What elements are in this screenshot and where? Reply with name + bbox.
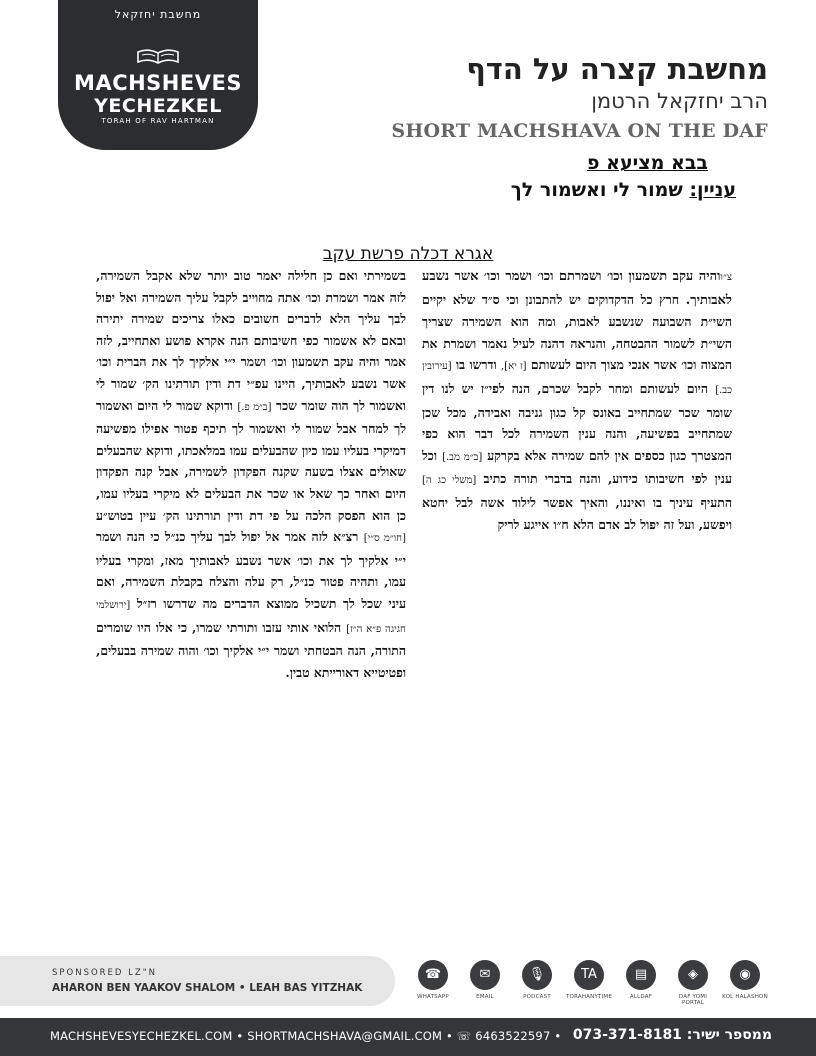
whatsapp-link[interactable] bbox=[410, 960, 456, 1000]
sponsor-label: SPONSORED LZ"N bbox=[52, 968, 158, 978]
page-title: מחשבת קצרה על הדף bbox=[466, 52, 768, 86]
email-icon: ✉ bbox=[470, 960, 500, 990]
dafyomi-portal-label: DAF YOMI PORTAL bbox=[678, 994, 708, 1006]
text-segment: התעיף עיניך בו ואיננו, והאיך אפשר לילוד אשה לבל יחטא ויפשע, ועל זה יפול לב אדם הלא ח״ו אייגע לריק bbox=[422, 494, 732, 532]
source-note: [ב״מ פ.] bbox=[237, 401, 272, 413]
kolhalashon-icon: ◉ bbox=[730, 960, 760, 990]
logo-line-2: YECHEZKEL bbox=[94, 95, 222, 117]
podcast-link[interactable] bbox=[514, 960, 560, 1000]
alldaf-link[interactable] bbox=[618, 960, 664, 1000]
whatsapp-label: WHATSAPP bbox=[417, 994, 449, 1000]
inyan-heading bbox=[511, 179, 736, 201]
open-book-icon bbox=[136, 46, 180, 66]
alldaf-icon: ▤ bbox=[626, 960, 656, 990]
logo bbox=[58, 0, 258, 150]
left-column bbox=[96, 265, 406, 683]
section-title: אגרא דכלה פרשת עקב bbox=[322, 244, 494, 264]
sponsor-names: AHARON BEN YAAKOV SHALOM • LEAH BAS YITZHAK bbox=[52, 982, 363, 994]
direct-line: ממספר ישיר: 073-371-8181 bbox=[572, 1027, 772, 1043]
kolhalashon-link[interactable] bbox=[722, 960, 768, 1000]
text-segment: וכל ענין לפי חשיבותו כידוע, והנה בדברי תורה כתיב bbox=[422, 447, 732, 487]
logo-line-1: MACHSHEVES bbox=[74, 71, 242, 95]
text-segment: רצ״א לזה אמר אל יפול לבך עליך כנ״ל כי הנה ושמר י״י אלקיך לך את וכו׳ אשר נשבע לאבותיך מאז, ומקרי בעליו עמו, ותהיה פטור כנ״ל, רק עלה והצלח בקבלת השמירה, ואם עיני שכל לך תשכיל ממוצא הדברים מה שדרשו רז״ל bbox=[96, 529, 406, 611]
torahanytime-link[interactable] bbox=[566, 960, 612, 1000]
right-column bbox=[422, 265, 732, 535]
email-link[interactable] bbox=[462, 960, 508, 1000]
contact-bar bbox=[0, 1018, 816, 1056]
contact-info: MACHSHEVESYECHEZKEL.COM • SHORTMACHSHAVA@GMAIL.COM • ☏ 6463522597 • bbox=[50, 1029, 562, 1043]
logo-hebrew: מחשבת יחזקאל bbox=[114, 8, 202, 21]
alldaf-label: ALLDAF bbox=[629, 994, 653, 1000]
email-label: EMAIL bbox=[476, 994, 494, 1000]
torahanytime-label: TORAHANYTIME bbox=[566, 994, 613, 1000]
author-name: הרב יחזקאל הרטמן bbox=[591, 89, 768, 113]
torahanytime-icon: TA bbox=[574, 960, 604, 990]
source-note: [ז יא], bbox=[500, 361, 527, 373]
whatsapp-icon: ☎ bbox=[418, 960, 448, 990]
text-segment: בשמירתי ואם כן חלילה יאמר טוב יותר שלא אקבל השמירה, לזה אמר ושמרת וכו׳ אתה מחוייב לקבל עליך השמירה ואל יפול לבך עליך הלא לדברים חשובים כאלו צריכים שמירה יתירה ובאם לא אשמור כפי חשיבותם הנה אקרא פושע ואתחייב, לזה אמר והיה עקב תשמעון וכו׳ ושמר י״י אלקיך לך את הברית וכו׳ אשר נשבע לאבותיך, היינו עפ״י דת ודין תורתינו הק׳ שמור לי ואשמור לך הוה שומר שכר bbox=[96, 268, 406, 413]
dafyomi-portal-icon: ◈ bbox=[678, 960, 708, 990]
sponsor-banner bbox=[0, 956, 395, 1006]
platform-links bbox=[410, 960, 790, 1010]
masechet-heading: בבא מציעא פ bbox=[587, 152, 708, 174]
kolhalashon-label: KOL HALASHON bbox=[722, 994, 768, 1000]
source-note: [חו״מ ס״י] bbox=[363, 533, 406, 545]
paragraph-mark: צ״ו bbox=[720, 272, 732, 283]
dafyomi-portal-link[interactable] bbox=[670, 960, 716, 1006]
text-segment: הלואי אותי עזבו ותורתי שמרו, כי אלו היו שומרים התורה, הנה הבטחתי ושמר י״י אלקיך וכו׳ והוה שמירה בבעלים, ופטיטייא דאורייתא טבין. bbox=[96, 619, 406, 680]
inyan-label: עניין: bbox=[689, 179, 736, 201]
lead-verse: והיה עקב תשמעון וכו׳ ושמרתם וכו׳ ושמר וכו׳ אשר נשבע לאבותיך. bbox=[422, 269, 732, 308]
logo-tagline: TORAH OF RAV HARTMAN bbox=[101, 117, 215, 125]
inyan-text: שמור לי ואשמור לך bbox=[510, 179, 683, 201]
source-note: [ירושלמי חגיגה פ״א ה״ז] bbox=[96, 599, 406, 635]
text-segment: היום לעשותם ומחר לקבל שכרם, הנה לפי״ז יש לנו דין שומר שכר שמתחייב באונס קל כגון גניבה ואבידה, מכל שכן שמתחייב בפשיעה, והנה ענין השמירה לכל דבר הוא כפי המצטרך כגון כספים אין להם שמירה אלא בקרקע bbox=[422, 380, 732, 463]
english-title: SHORT MACHSHAVA ON THE DAF bbox=[391, 120, 768, 142]
text-segment: ודוקא שמור לי היום ואשמור לך למחר אבל שמור לי ואשמור לך תיכף פטור אפילו מפשיעה דמיקרי בעליו עמו כיון שהבעלים עמו במלאכתו, ודוקא שהבעלים שאולים אצלו בשעה שקנה הפקדון לשמירה, אבל קנה הפקדון היום ואחר כך שאל או שכר את הבעלים לא מיקרי בעליו עמו, כן הוא הפסק הלכה על פי דת ודין תורתינו הק׳ עיין בטוש״ע bbox=[96, 397, 406, 523]
podcast-label: PODCAST bbox=[523, 994, 551, 1000]
source-note: [ב״מ מב.] bbox=[442, 451, 483, 463]
source-note: [משלי כג ה] bbox=[422, 475, 477, 487]
text-segment: חרץ כל הדקדוקים יש להתבונן וכי ס״ד שלא יקיים השי״ת השבועה שנשבע לאבות, ומה הוא השמירה שצריך השי״ת לשמור ההבטחה, והנראה דהנה לעיל נאמר ושמרת את המצוה וכו׳ אשר אנכי מצוך היום לעשותם bbox=[422, 291, 732, 373]
podcast-icon: 🎙 bbox=[522, 960, 552, 990]
source-note: [עירובין כב.] bbox=[422, 361, 732, 396]
text-segment: ודרשו בו bbox=[456, 357, 497, 373]
